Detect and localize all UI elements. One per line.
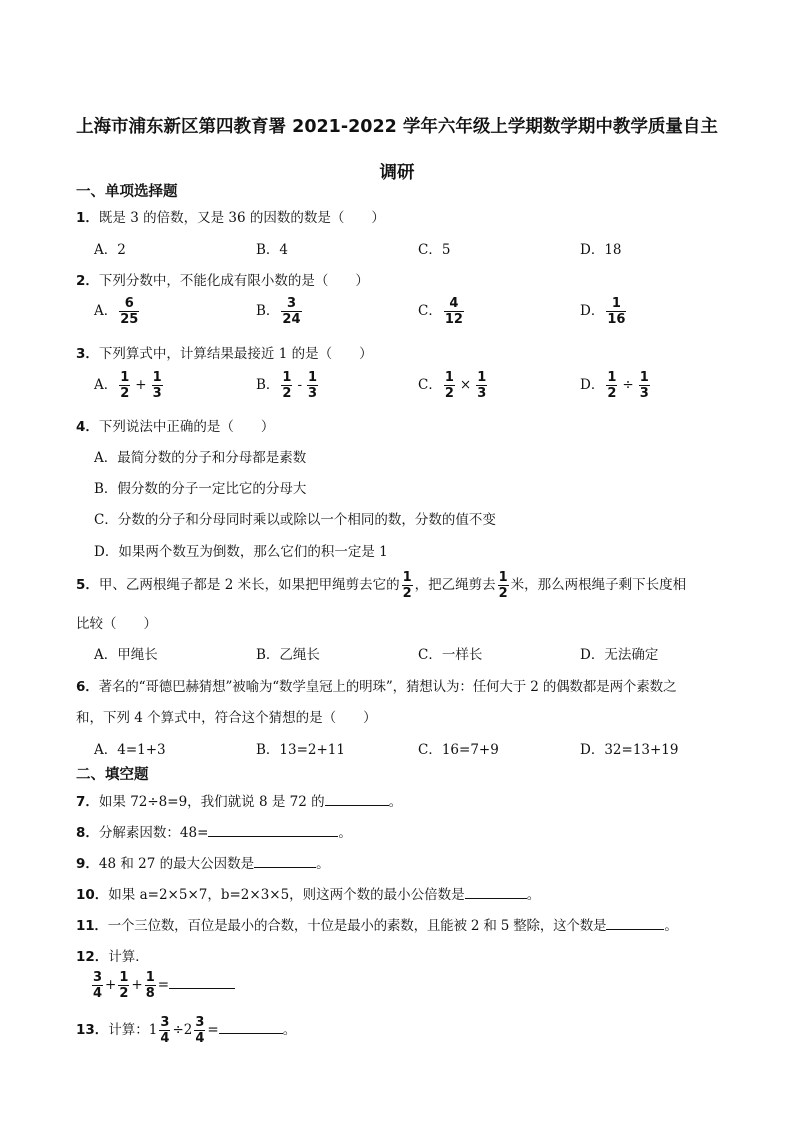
q2-option-b[interactable] bbox=[256, 296, 304, 327]
denominator: 2 bbox=[498, 586, 508, 601]
denominator: 24 bbox=[282, 312, 301, 327]
question-text: 48 和 27 的最大公因数是 bbox=[98, 856, 255, 872]
question-text: 如果 72÷8=9，我们就说 8 是 72 的 bbox=[98, 794, 325, 810]
question-10 bbox=[76, 883, 540, 903]
q2-option-a[interactable] bbox=[94, 296, 141, 327]
question-6 bbox=[76, 675, 676, 695]
question-text: 著名的“哥德巴赫猜想”被喻为“数学皇冠上的明珠”，猜想认为：任何大于 2 的偶数都是两个素数之 bbox=[98, 679, 677, 695]
denominator: 25 bbox=[120, 312, 139, 327]
answer-blank[interactable] bbox=[169, 974, 235, 989]
q3-option-a[interactable] bbox=[94, 370, 165, 401]
q5-option-d[interactable]: D．无法确定 bbox=[580, 647, 659, 663]
equals-sign: = bbox=[157, 977, 170, 993]
question-number: 9． bbox=[76, 856, 99, 872]
question-text: 下列分数中，不能化成有限小数的是（ ） bbox=[98, 273, 369, 289]
q2-option-d[interactable] bbox=[580, 296, 628, 327]
denominator: 3 bbox=[639, 386, 649, 401]
fraction bbox=[444, 296, 464, 327]
question-number: 10． bbox=[76, 887, 109, 903]
option-letter: D． bbox=[580, 303, 605, 319]
fraction bbox=[145, 970, 156, 1001]
fraction bbox=[307, 370, 318, 401]
answer-blank[interactable] bbox=[606, 915, 664, 930]
question-text: 计算： bbox=[108, 1022, 149, 1038]
operator: + bbox=[131, 977, 143, 993]
question-number: 2． bbox=[76, 273, 99, 289]
fraction bbox=[118, 970, 129, 1001]
numerator: 1 bbox=[444, 370, 454, 385]
question-text: 计算． bbox=[108, 949, 149, 965]
fraction bbox=[281, 370, 292, 401]
punctuation: 。 bbox=[388, 794, 403, 810]
option-letter: B． bbox=[256, 303, 280, 319]
fraction bbox=[606, 296, 626, 327]
denominator: 4 bbox=[195, 1031, 205, 1046]
whole-number: 2 bbox=[183, 1022, 193, 1038]
question-number: 11． bbox=[76, 918, 108, 934]
answer-blank[interactable] bbox=[465, 884, 527, 899]
fraction bbox=[119, 296, 139, 327]
denominator: 2 bbox=[120, 386, 130, 401]
answer-blank[interactable] bbox=[325, 791, 389, 806]
denominator: 3 bbox=[308, 386, 318, 401]
question-number: 13． bbox=[76, 1022, 109, 1038]
q1-option-a[interactable]: A．2 bbox=[94, 242, 126, 258]
fraction bbox=[476, 370, 487, 401]
option-letter: B． bbox=[256, 377, 280, 393]
operator: ÷ bbox=[622, 377, 634, 393]
answer-blank[interactable] bbox=[254, 853, 316, 868]
option-letter: C． bbox=[418, 303, 442, 319]
operator: × bbox=[459, 377, 472, 393]
denominator: 3 bbox=[477, 386, 487, 401]
question-11 bbox=[76, 914, 678, 934]
section-heading-fill-blank: 二、填空题 bbox=[76, 767, 149, 783]
denominator: 2 bbox=[402, 586, 412, 601]
denominator: 4 bbox=[93, 986, 103, 1001]
q6-option-a[interactable]: A．4=1+3 bbox=[94, 742, 166, 758]
numerator: 1 bbox=[120, 370, 130, 385]
fraction bbox=[194, 1015, 205, 1046]
fraction bbox=[402, 570, 413, 601]
numerator: 6 bbox=[124, 296, 134, 311]
question-number: 7． bbox=[76, 794, 99, 810]
q4-option-d[interactable]: D．如果两个数互为倒数，那么它们的积一定是 1 bbox=[94, 544, 388, 560]
fraction bbox=[444, 370, 455, 401]
question-text: 米，那么两根绳子剩下长度相 bbox=[510, 577, 687, 593]
operator: - bbox=[297, 377, 303, 393]
operator: + bbox=[105, 977, 117, 993]
numerator: 1 bbox=[145, 970, 155, 985]
question-3 bbox=[76, 342, 373, 362]
q4-option-b[interactable]: B．假分数的分子一定比它的分母大 bbox=[94, 481, 307, 497]
q3-option-b[interactable] bbox=[256, 370, 320, 401]
question-13 bbox=[76, 1015, 296, 1046]
question-number: 3． bbox=[76, 346, 99, 362]
numerator: 1 bbox=[402, 570, 412, 585]
numerator: 3 bbox=[286, 296, 296, 311]
question-number: 4． bbox=[76, 419, 99, 435]
punctuation: 。 bbox=[282, 1022, 297, 1038]
q4-option-c[interactable]: C．分数的分子和分母同时乘以或除以一个相同的数，分数的值不变 bbox=[94, 512, 496, 528]
q2-option-c[interactable] bbox=[418, 296, 466, 327]
question-text: 甲、乙两根绳子都是 2 米长，如果把甲绳剪去它的 bbox=[98, 577, 400, 593]
question-9 bbox=[76, 852, 330, 872]
numerator: 1 bbox=[611, 296, 621, 311]
fraction bbox=[281, 296, 301, 327]
question-number: 12． bbox=[76, 949, 109, 965]
q1-option-d[interactable]: D．18 bbox=[580, 242, 622, 258]
question-5-continued: 比较（ ） bbox=[76, 616, 157, 632]
question-8 bbox=[76, 821, 352, 841]
denominator: 2 bbox=[444, 386, 454, 401]
title-line-1: 上海市浦东新区第四教育署 2021-2022 学年六年级上学期数学期中教学质量自主 bbox=[76, 117, 718, 137]
operator: + bbox=[135, 377, 147, 393]
question-5 bbox=[76, 568, 686, 602]
fraction bbox=[159, 1015, 170, 1046]
question-7 bbox=[76, 790, 402, 810]
punctuation: 。 bbox=[338, 825, 352, 841]
question-number: 5． bbox=[76, 577, 99, 593]
denominator: 2 bbox=[607, 386, 617, 401]
question-text: 一个三位数，百位是最小的合数，十位是最小的素数，且能被 2 和 5 整除，这个数是 bbox=[107, 918, 607, 934]
q5-option-c[interactable]: C．一样长 bbox=[418, 647, 483, 663]
numerator: 1 bbox=[607, 370, 617, 385]
denominator: 4 bbox=[160, 1031, 170, 1046]
numerator: 1 bbox=[308, 370, 318, 385]
q4-option-a[interactable]: A．最简分数的分子和分母都是素数 bbox=[94, 450, 307, 466]
answer-blank[interactable] bbox=[208, 822, 338, 837]
denominator: 12 bbox=[444, 312, 463, 327]
numerator: 3 bbox=[160, 1015, 170, 1030]
question-text: ，把乙绳剪去 bbox=[414, 577, 496, 593]
question-text: 下列说法中正确的是（ ） bbox=[98, 419, 275, 435]
numerator: 1 bbox=[639, 370, 649, 385]
fraction bbox=[92, 970, 103, 1001]
fraction bbox=[152, 370, 163, 401]
option-letter: A． bbox=[94, 303, 118, 319]
q6-option-c[interactable]: C．16=7+9 bbox=[418, 742, 499, 758]
numerator: 1 bbox=[477, 370, 487, 385]
q3-option-d[interactable] bbox=[580, 370, 652, 401]
fraction bbox=[119, 370, 130, 401]
question-12 bbox=[76, 945, 149, 965]
question-number: 1． bbox=[76, 210, 99, 226]
question-text: 下列算式中，计算结果最接近 1 的是（ ） bbox=[98, 346, 373, 362]
question-text: 既是 3 的倍数，又是 36 的因数的数是（ ） bbox=[98, 210, 385, 226]
numerator: 4 bbox=[449, 296, 459, 311]
equals-sign: = bbox=[207, 1022, 219, 1038]
denominator: 3 bbox=[152, 386, 162, 401]
q3-option-c[interactable] bbox=[418, 370, 489, 401]
question-number: 6． bbox=[76, 679, 99, 695]
option-letter: C． bbox=[418, 377, 442, 393]
fraction bbox=[639, 370, 650, 401]
numerator: 1 bbox=[498, 570, 508, 585]
question-12-expression bbox=[90, 970, 235, 1001]
question-4 bbox=[76, 415, 274, 435]
denominator: 16 bbox=[607, 312, 626, 327]
question-1 bbox=[76, 206, 385, 226]
question-2 bbox=[76, 269, 369, 289]
section-heading-choice: 一、单项选择题 bbox=[76, 184, 178, 200]
punctuation: 。 bbox=[316, 856, 330, 872]
q6-option-d[interactable]: D．32=13+19 bbox=[580, 742, 679, 758]
fraction bbox=[606, 370, 617, 401]
punctuation: 。 bbox=[526, 887, 541, 903]
question-6-continued: 和，下列 4 个算式中，符合这个猜想的是（ ） bbox=[76, 710, 377, 726]
q5-option-a[interactable]: A．甲绳长 bbox=[94, 647, 158, 663]
option-letter: D． bbox=[580, 377, 605, 393]
title-line-2: 调研 bbox=[379, 163, 415, 183]
numerator: 1 bbox=[152, 370, 162, 385]
q1-option-b[interactable]: B．4 bbox=[256, 242, 289, 258]
q1-option-c[interactable]: C．5 bbox=[418, 242, 451, 258]
answer-blank[interactable] bbox=[219, 1019, 283, 1034]
punctuation: 。 bbox=[664, 918, 678, 934]
numerator: 3 bbox=[93, 970, 103, 985]
q5-option-b[interactable]: B．乙绳长 bbox=[256, 647, 320, 663]
question-number: 8． bbox=[76, 825, 99, 841]
denominator: 2 bbox=[119, 986, 129, 1001]
q6-option-b[interactable]: B．13=2+11 bbox=[256, 742, 345, 758]
numerator: 1 bbox=[119, 970, 129, 985]
denominator: 2 bbox=[282, 386, 292, 401]
option-letter: A． bbox=[94, 377, 118, 393]
numerator: 3 bbox=[195, 1015, 205, 1030]
denominator: 8 bbox=[145, 986, 155, 1001]
whole-number: 1 bbox=[148, 1022, 158, 1038]
numerator: 1 bbox=[282, 370, 292, 385]
question-text: 如果 a=2×5×7，b=2×3×5，则这两个数的最小公倍数是 bbox=[108, 887, 465, 903]
fraction bbox=[498, 570, 509, 601]
question-text: 分解素因数：48= bbox=[98, 825, 209, 841]
operator: ÷ bbox=[172, 1022, 184, 1038]
